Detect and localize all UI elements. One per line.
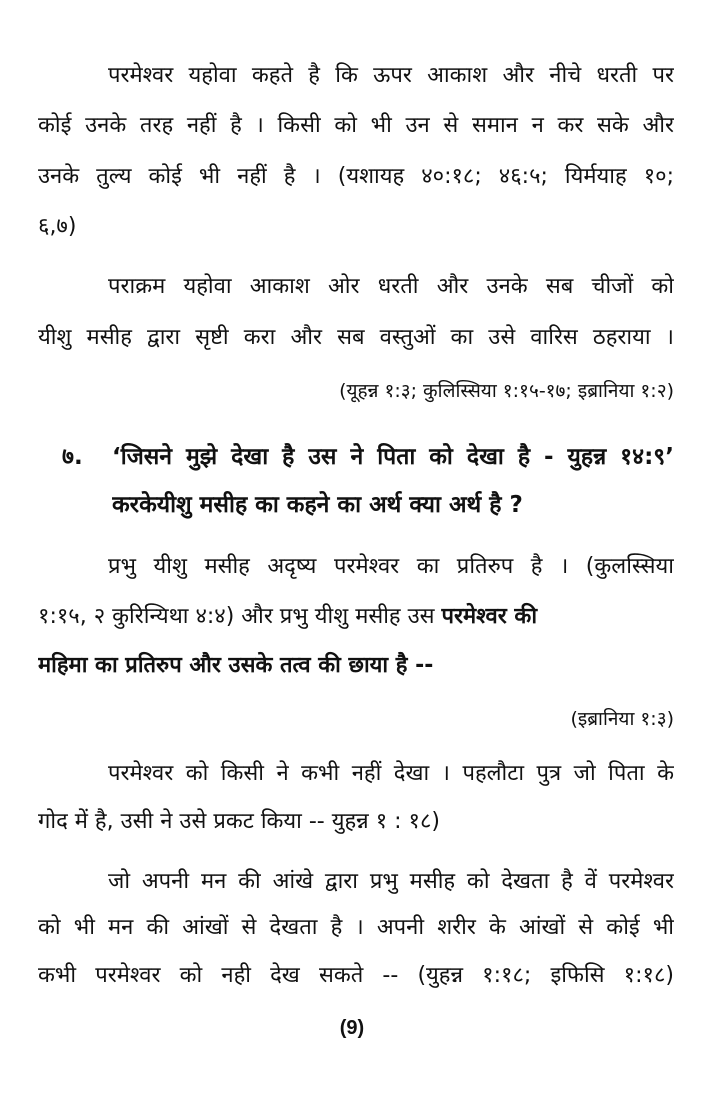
page-number: (9) [339,1017,365,1039]
paragraph-5-line-3: कभी परमेश्वर को नही देख सकते -- (युहन्न १:१८; इफिसि १:१८) [38,963,674,988]
paragraph-5-line-2: को भी मन की आंखों से देखता है । अपनी शरीर के आंखों से कोई भी [38,915,674,940]
paragraph-2-line-1: पराक्रम यहोवा आकाश ओर धरती और उनके सब चीजों को [108,274,674,299]
paragraph-2-reference: (यूहन्न १:३; कुलिस्सिया १:१५-१७; इब्रानिया १:२) [339,380,674,402]
paragraph-4-line-1: परमेश्वर को किसी ने कभी नहीं देखा । पहलौटा पुत्र जो पिता के [108,761,674,786]
paragraph-3-line-2-bold: परमेश्वर की [441,604,538,629]
paragraph-4-line-2: गोद में है, उसी ने उसे प्रकट किया -- युहन्न १ : १८) [38,809,441,834]
question-heading-line-2: करकेयीशु मसीह का कहने का अर्थ क्या अर्थ है ? [112,492,523,518]
paragraph-1-line-4: ६,७) [38,214,77,239]
paragraph-3-reference: (इब्रानिया १:३) [570,708,674,730]
paragraph-2-line-2: यीशु मसीह द्वारा सृष्टी करा और सब वस्तुओं का उसे वारिस ठहराया । [38,325,674,350]
paragraph-5-line-1: जो अपनी मन की आंखे द्वारा प्रभु मसीह को देखता है वें परमेश्वर [108,869,674,894]
question-heading-line-1: ‘जिसने मुझे देखा है उस ने पिता को देखा है - युहन्न १४:९’ [112,444,674,470]
paragraph-1-line-3: उनके तुल्य कोई भी नहीं है । (यशायह ४०:१८; ४६:५; यिर्मयाह १०; [38,164,674,189]
paragraph-1-line-1: परमेश्वर यहोवा कहते है कि ऊपर आकाश और नीचे धरती पर [108,63,674,88]
paragraph-3-line-2-text: १:१५, २ कुरिन्यिथा ४:४) और प्रभु यीशु मसीह उस [38,604,442,629]
paragraph-1-line-2: कोई उनके तरह नहीं है । किसी को भी उन से समान न कर सके और [38,113,674,138]
paragraph-3-line-2 [38,600,674,634]
question-number: ७. [62,444,83,470]
paragraph-3-line-3: महिमा का प्रतिरुप और उसके तत्व की छाया है -- [38,653,434,678]
paragraph-3-line-1: प्रभु यीशु मसीह अदृष्य परमेश्वर का प्रतिरुप है । (कुलस्सिया [108,554,674,579]
